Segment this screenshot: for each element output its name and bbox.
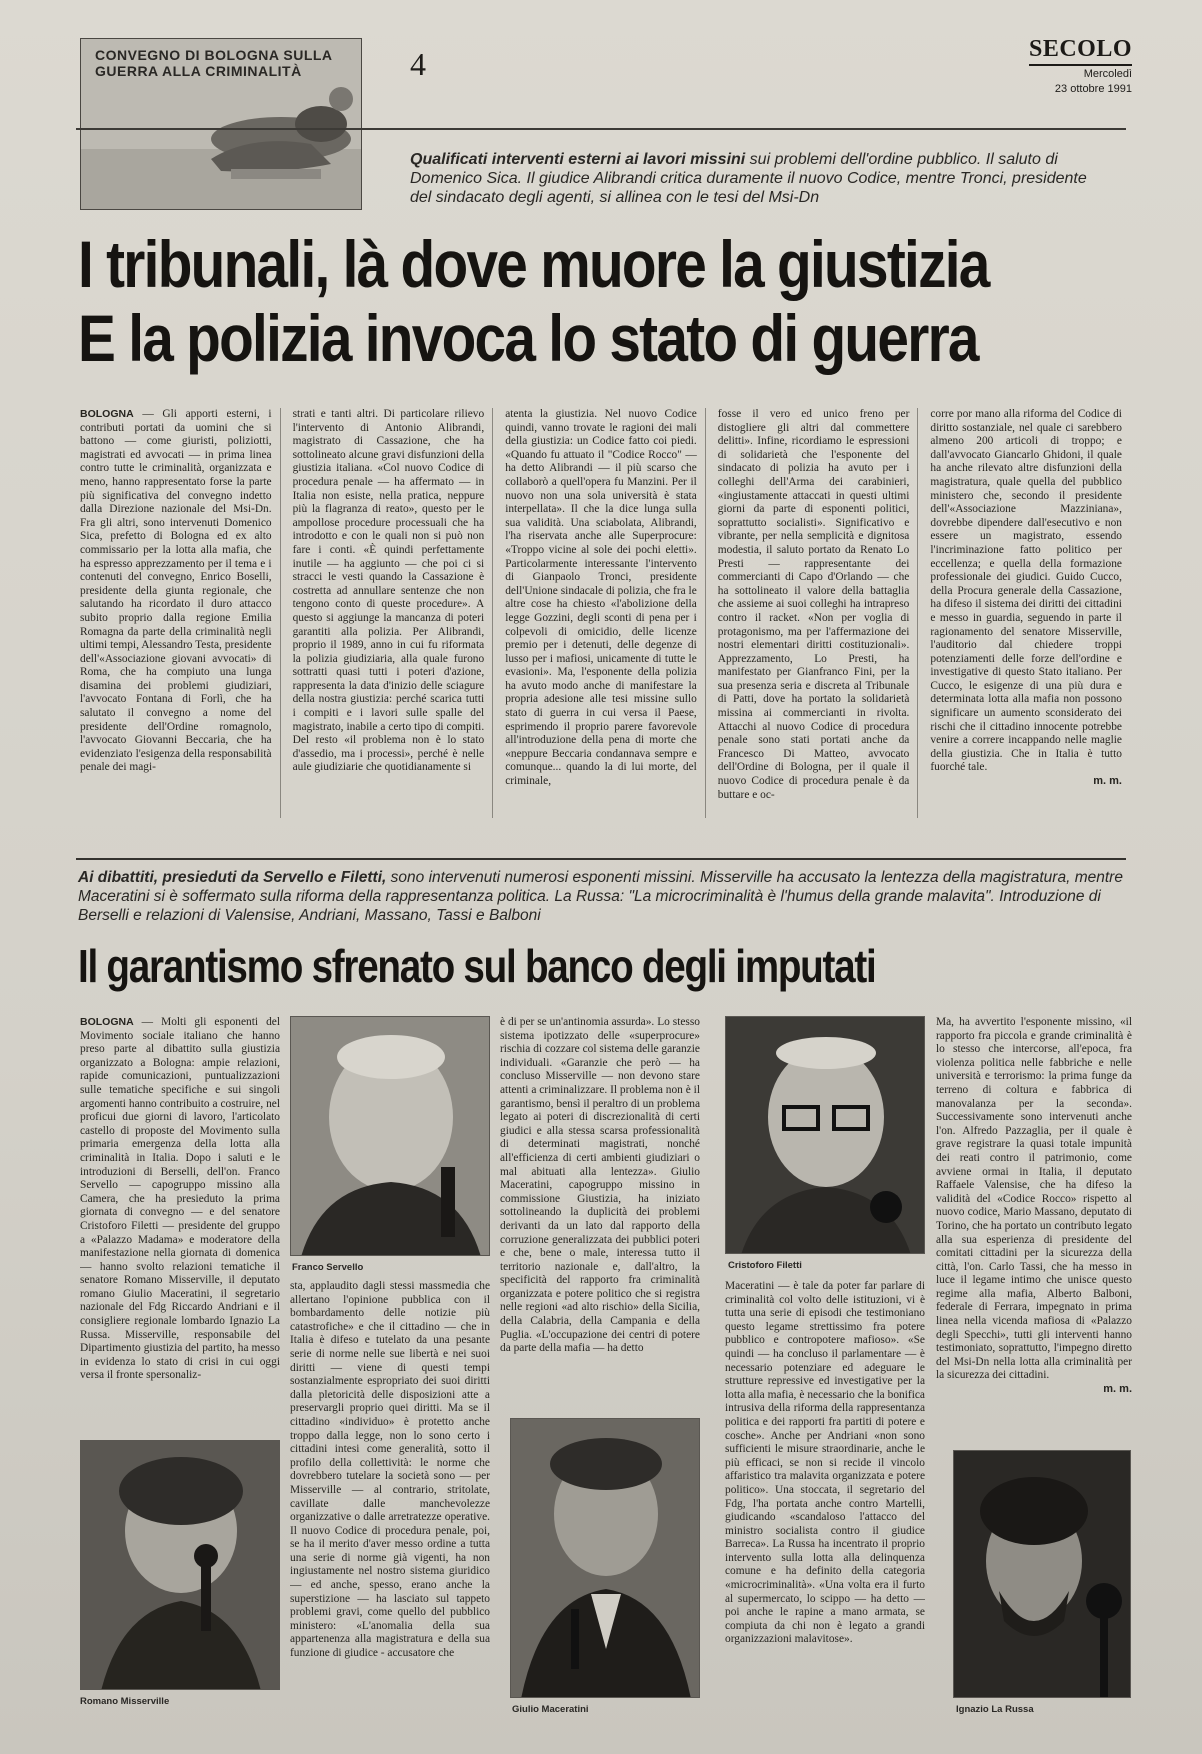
caption-maceratini: Giulio Maceratini: [512, 1704, 589, 1715]
article2-col1-text: — Molti gli esponenti del Movimento sociale italiano che hanno preso parte al dibattito sulla giustizia organizzato a Bologna: ampie relazioni, rapide comunicazioni, puntualizzazioni sulle tematiche specifiche e sui singoli argomenti hanno contribuito a costruire, nel proficui due giorni di lavoro, l'articolato castello di proposte del Movimento sulla primaria emergenza della lotta alla criminalità in Italia. Dopo i saluti e le introduzioni di Berselli, dell'on. Franco Servello — capogruppo missino alla Camera, che ha presieduto la prima giornata di convegno — e del senatore Cristoforo Filetti — presidente del gruppo a «Palazzo Madama» e moderatore della manifestazione nella giornata di domenica — hanno svolto relazioni tematiche il senatore Romano Misserville, il deputato romano Giulio Maceratini, il segretario nazionale del Fdg Riccardo Andriani e il consigliere regionale lombardo Ignazio La Russa. Misserville, responsabile del Dipartimento giustizia del partito, ha messo in evidenza lo stato di crisi in cui oggi versa il fronte spersonaliz-: [80, 1016, 280, 1382]
issue-date: 23 ottobre 1991: [1054, 83, 1132, 95]
article2-column-2: [290, 1280, 490, 1736]
article1-headline-line2: E la polizia invoca lo stato di guerra: [78, 301, 978, 375]
photo-la-russa: [953, 1450, 1131, 1698]
article2-column-5: [936, 1016, 1132, 1412]
article1-body: [80, 408, 1130, 818]
article2-signature: m. m.: [1103, 1383, 1132, 1396]
article2-dateline: BOLOGNA: [80, 1016, 134, 1028]
article2-col5-text: Ma, ha avvertito l'esponente missino, «il rapporto fra piccola e grande criminalità è lo stesso che intercorse, all'epoca, fra violenza politica nelle fabbriche e nelle università e terrorismo: la prima funge da terreno di coltura e fabbrica di manovalanza per la seconda». Successivamente sono intervenuti anche l'on. Alfredo Pazzaglia, per il quale è grave registrare la quasi totale impunità dei reati contro il patrimonio, come avviene ormai in Italia, il deputato Raffaele Valensise, che ha difeso la validità del «Codice Rocco» rispetto al nuovo codice, Mario Massano, deputato di Torino, che ha portato un contributo legato alla sua esperienza di presidente del comitati cittadini per la sicurezza della città, l'on. Carlo Tassi, che ha messo in luce il legame intimo che unisce questo regime alla mafia, Alberto Balboni, federale di Ferrara, impegnato in prima linea nella vicenda mafiosa di «Palazzo degli Specchi», tutti gli interventi hanno testimoniato, soprattutto, l'impegno diretto del Msi-Dn nella lotta alla criminalità per la sicurezza dei cittadini.: [936, 1016, 1132, 1382]
article2-col4-text: Maceratini — è tale da poter far parlare di criminalità col volto delle istituzioni, vi è tutta una serie di episodi che testimoniano questo legame strettissimo fra potere pubblico e contropotere mafioso». «Se quindi — ha concluso il parlamentare — è necessario potenziare ed adeguare le strutture repressive ed investigative per la lotta alla mafia, è necessario che la bonifica intrusiva della riforma della rappresentanza politica e dei rapporti fra partiti di potere e cosche». Anche per Andriani «non sono sufficienti le misure straordinarie, anche le più efficaci, se non si recide il vincolo affaristico tra malavita organizzata e potere politico». Una stoccata, il segretario del Fdg, l'ha portata anche contro Martelli, giudicando «scandaloso l'attacco del ministro socialista contro il giudice Barreca». La Russa ha incentrato il proprio intervento sulla lotta alla delinquenza comune e ha definito della categoria «microcriminalità». «Una volta era il furto al supermercato, lo scippo — ha detto — poi anche le rapine a mano armata, se compiuta da chi non è legato a grandi organizzazioni malavitose».: [725, 1280, 925, 1646]
page-number: 4: [410, 46, 426, 82]
article2-column-1: [80, 1016, 280, 1436]
kicker-photo-box: [80, 38, 362, 210]
photo-maceratini: [510, 1418, 700, 1698]
caption-la-russa: Ignazio La Russa: [956, 1704, 1034, 1715]
kicker-headline: CONVEGNO DI BOLOGNA SULLA GUERRA ALLA CRIMINALITÀ: [95, 47, 333, 79]
article1-dateline: BOLOGNA: [80, 408, 134, 420]
middle-rule: [76, 858, 1126, 860]
article2-subhead-bold: Ai dibattiti, presieduti da Servello e Filetti,: [78, 869, 387, 886]
article1-column-2: [293, 408, 494, 818]
article2-headline: Il garantismo sfrenato sul banco degli imputati: [78, 940, 876, 992]
article2-body: [80, 1016, 1132, 1736]
article1-col3-text: atenta la giustizia. Nel nuovo Codice quindi, vanno trovate le ragioni dei mali della giustizia: un Codice fatto coi piedi. «Quando fu attuato il "Codice Rocco" — ha detto Alibrandi — il più scarso che collaborò a quell'opera fu Manzini. Per il nuovo non una sola università è stata interpellata». Il che la dice lunga sulla sua validità. Una sciabolata, Alibrandi, l'ha riservata anche alle Superprocure: «Troppo vicine al sole dei pochi eletti». Particolarmente interessante l'intervento di Gianpaolo Tronci, presidente dell'Unione sindacale di polizia, che fra le altre cose ha chiesto «l'abolizione della legge Gozzini, degli sconti di pena per i colpevoli di omicidio, delle licenze premio per i detenuti, delle degenze di lusso per i mafiosi, unicamente di tutte le evasioni». Ma, l'esponente della polizia ha avuto modo anche di manifestare la propria adesione alle tesi missine sullo stato di guerra in cui versa il Paese, esprimendo il proprio parere favorevole all'introduzione della pena di morte che «neppure Beccaria condannava sempre e comunque... quando la di lui morte, del criminale,: [505, 408, 697, 788]
article1-subhead-rest: sui problemi dell'ordine pubblico. Il saluto di Domenico Sica. Il giudice Alibrandi critica duramente il nuovo Codice, mentre Tronci, presidente del sindacato degli agenti, si allinea con le tesi del Msi-Dn: [410, 151, 1087, 206]
photo-misserville: [80, 1440, 280, 1690]
article1-subhead-bold: Qualificati interventi esterni ai lavori missini: [410, 151, 746, 168]
article1-column-1: [80, 408, 281, 818]
article1-col2-text: strati e tanti altri. Di particolare rilievo l'intervento di Antonio Alibrandi, magistrato di Cassazione, che ha sottolineato alcune gravi disfunzioni della giustizia italiana. «Col nuovo Codice di procedura penale — ha affermato — in Italia non esiste, nella pratica, neppure più la flagranza di reato», questo per le ampollose procedure processuali che ha introdotto e con le quali non si può non fare i conti. «È quindi perfettamente inutile — ha aggiunto — che poi ci si stracci le vesti quando la Cassazione è costretta ad annullare sentenze che non tengono conto di queste procedure». A questo si aggiunge la mancanza di poteri garantiti alla polizia. Per Alibrandi, proprio il 1989, anno in cui fu riformata la polizia giudiziaria, alla quale furono sottratti quasi tutti i poteri d'azione, rappresenta la data d'inizio delle sciagure della nostra giustizia: perché scarica tutti i compiti e i lavori sulle spalle del magistrato, inabile a certo tipo di compiti. Del resto «il problema non è lo stato d'assedio, ma i processi», perché è nelle aule giudiziarie che quotidianamente si: [292, 408, 485, 774]
photo-filetti: [725, 1016, 925, 1254]
article1-subhead: [410, 150, 1110, 207]
caption-filetti: Cristoforo Filetti: [728, 1260, 802, 1271]
top-rule: [76, 128, 1126, 130]
article1-col1-text: — Gli apporti esterni, i contributi portati da uomini che si battono — come giuristi, poliziotti, magistrati ed avvocati — in prima linea contro tutte le criminalità, organizzata e meno, hanno rappresentato forse la parte più significativa del convegno indetto dalla Direzione nazionale del Msi-Dn. Fra gli altri, sono intervenuti Domenico Sica, prefetto di Bologna ed ex alto commissario per la lotta alla mafia, che ha espresso apprezzamento per il tema e i contenuti del convegno, Enrico Boselli, presidente della giunta regionale, che salutando ha ricordato il duro attacco subito proprio dalla regione Emilia Romagna da parte della criminalità negli ultimi tempi, Alessandro Testa, presidente dell'«Associazione giovani avvocati» di Roma, che ha compiuto una lunga disamina dei problemi giudiziari, l'avvocato Fontana di Forlì, che ha salutato il convegno a nome del presidente dell'Ordine romagnolo, l'avvocato Giovanni Beccaria, che ha evidenziato l'esigenza della responsabilità penale dei magi-: [80, 408, 272, 774]
article1-col5-text: corre por mano alla riforma del Codice di diritto sostanziale, nel quale ci sarebbero almeno 200 articoli di troppo; e dall'avvocato Giancarlo Ghidoni, il quale ha anche rilevato altre disfunzioni della magistratura, quale quella del pubblico ministero che, secondo il presidente dell'«Associazione Mazziniana», dovrebbe dipendere dall'esecutivo e non essere un magistrato, essendo l'incriminazione fatto politico per eccellenza; e quella della formazione professionale dei giudici. Guido Cucco, della Procura generale della Cassazione, ha difeso il sistema dei diritti dei cittadini e messo in guardia, seguendo in parte il ragionamento del senatore Misserville, l'auditorio dal chiedere troppi potenziamenti delle forze dell'ordine e investigative di questo Stato italiano. Per Cucco, le esigenze di una più dura e determinata lotta alla mafia non possono significare un aumento sconsiderato dei rischi che il cittadino innocente potrebbe venire a correre incappando nelle maglie della giustizia. Che in Italia è tutto fuorché tale.: [930, 408, 1122, 774]
masthead: [1029, 36, 1132, 96]
article2-subhead-rest: sono intervenuti numerosi esponenti missini. Misserville ha accusato la lentezza della magistratura, mentre Maceratini si è soffermato sulla riforma della rappresentanza politica. La Russa: "La microcriminalità è l'humus della grande malavita". Introduzione di Berselli e relazioni di Valensise, Andriani, Massano, Tassi e Balboni: [78, 869, 1123, 924]
article1-signature: m. m.: [1093, 775, 1122, 788]
article2-col2-text: sta, applaudito dagli stessi massmedia che allertano l'opinione pubblica con il bombardamento delle notizie più catastrofiche» e che il cittadino — che in Italia è difeso e tutelato da una pesante serie di norme nelle sue libertà e nei suoi diritti — viene di questi tempi sostanzialmente espropriato dei suoi diritti dalla pletoricità delle disposizioni atte a preservargli proprio quei diritti. Ma se il cittadino «individuo» è protetto anche troppo dalla legge, non lo sono certo i cittadini intesi come generalità, sotto il profilo della collettività: le norme che dovrebbero tutelare la società sono — per Misserville — al contrario, stritolate, cavillate dalle manchevolezze organizzative o dalle arretratezze operative. Il nuovo Codice di procedura penale, poi, se ha il merito d'aver messo ordine a tutta una serie di norme già vigenti, ha non ingiustamente nel nostro sistema giuridico — ed anche, spesso, erano anche la superstizione — ha lasciato sul tappeto problemi gravi, come quello del pubblico ministero: «L'anomalia della sua appartenenza alla magistratura e della sua funzione di giudice - accusatore che: [290, 1280, 490, 1660]
issue-weekday: Mercoledì: [1083, 68, 1132, 80]
article2-column-3: [500, 1016, 700, 1412]
newspaper-logo: SECOLO: [1029, 36, 1132, 66]
article2-subhead: [78, 868, 1128, 925]
caption-misserville: Romano Misserville: [80, 1696, 170, 1707]
caption-servello: Franco Servello: [292, 1262, 364, 1273]
article2-column-4: [725, 1280, 925, 1736]
article1-col4-text: fosse il vero ed unico freno per distogliere gli altri dal commettere delitti». Infine, ricordiamo le espressioni di solidarietà che l'esponente del sindacato di polizia ha avuto per i colleghi dell'Arma dei carabinieri, «ingiustamente attaccati in questi ultimi giorni da parte di esponenti politici, soprattutto socialisti». Significativo e vibrante, per nella semplicità e dignitosa modestia, il saluto portato da Renato Lo Presti — rappresentante dei commercianti di Capo d'Orlando — che ha sottolineato il valore della battaglia che assieme ai suoi colleghi ha intrapreso contro il racket. «Non per voglia di protagonismo, ma per l'affermazione dei nostri elementari diritti costituzionali». Apprezzamento, Lo Presti, ha manifestato per Gianfranco Fini, per la sua presenza seria e discreta al Tribunale di Patti, dove ha portato la solidarietà missina ai commercianti in rivolta. Attacchi al nuovo Codice di procedura penale sono stati portati anche da Francesco Di Matteo, avvocato dell'Ordine di Bologna, per il quale il nuovo Codice di procedura penale è da buttare e oc-: [717, 408, 910, 801]
article1-column-3: [505, 408, 706, 818]
article1-column-4: [718, 408, 919, 818]
article2-col3-text: è di per se un'antinomia assurda». Lo stesso sistema ipotizzato delle «superprocure» rischia di cozzare col sistema delle garanzie individuali. «Garanzie che però — ha concluso Misserville — non devono stare attenti a criminalizzare. Il problema non è il garantismo, bensì il peraltro di un problema legato ai poteri di discrezionalità di certi giudici e alla stessa scarsa professionalità di determinati magistrati, nonché all'efficienza di certi ambienti giudiziari o mal abituati alla lentezza». Giulio Maceratini, capogruppo missino in commissione Giustizia, ha iniziato sottolineando la duplicità dei problemi derivanti da un lato dal rapporto della corruzione generalizzata dei pubblici poteri e che, bene o male, interessa tutto il territorio nazionale e, dall'altro, la specificità del rapporto fra criminalità organizzata e potere politico che si registra nelle regioni «ad alto rischio» della Sicilia, della Calabria, della Campania e della Puglia. «L'occupazione dei centri di potere da parte della mafia — ha detto: [500, 1016, 700, 1355]
article1-column-5: [930, 408, 1130, 818]
article1-headline-line1: I tribunali, là dove muore la giustizia: [78, 227, 989, 301]
photo-servello: [290, 1016, 490, 1256]
